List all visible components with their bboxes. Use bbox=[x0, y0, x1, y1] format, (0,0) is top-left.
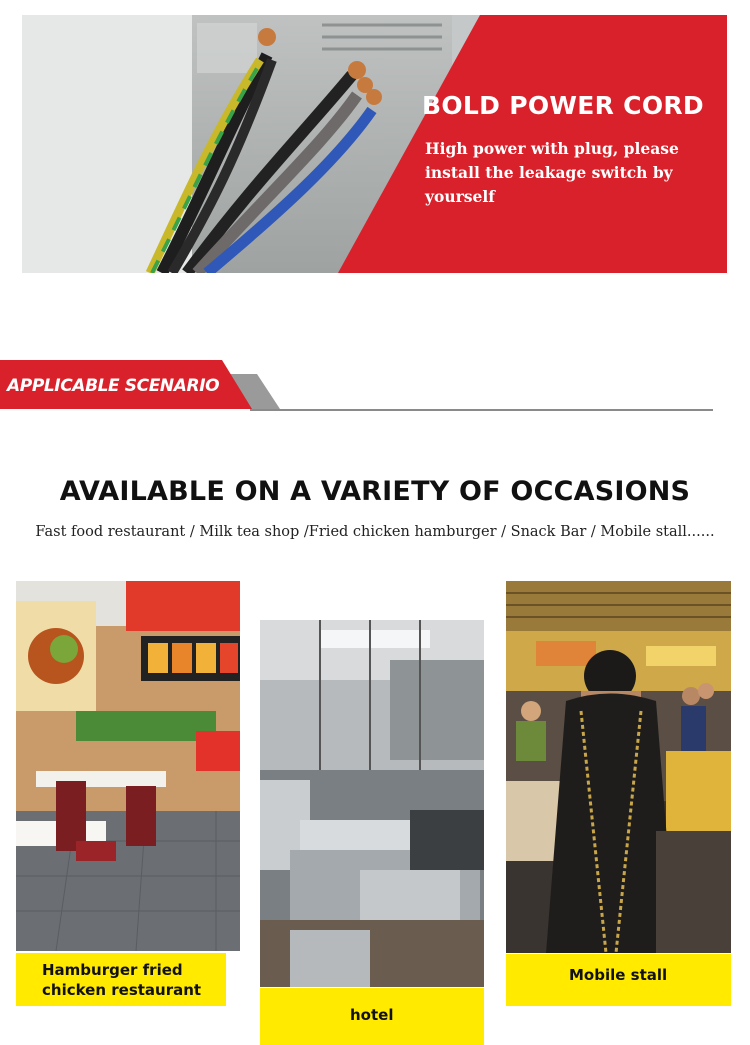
power-cord-title: BOLD POWER CORD bbox=[422, 91, 704, 120]
hotel-kitchen-photo bbox=[260, 620, 484, 987]
power-cord-banner bbox=[22, 15, 727, 273]
mobile-stall-photo bbox=[506, 581, 731, 953]
hotel-caption: hotel bbox=[260, 988, 484, 1045]
restaurant-photo bbox=[16, 581, 240, 951]
page-headline: AVAILABLE ON A VARIETY OF OCCASIONS bbox=[59, 476, 691, 507]
scenario-card-mobile-stall bbox=[506, 581, 731, 1006]
applicable-scenario-tab bbox=[0, 360, 715, 414]
section-title: APPLICABLE SCENARIO bbox=[7, 376, 220, 396]
scenario-card-restaurant bbox=[16, 581, 240, 1006]
occasions-list: Fast food restaurant / Milk tea shop /Fried chicken hamburger / Snack Bar / Mobile stall...... bbox=[35, 524, 715, 540]
scenario-card-hotel bbox=[260, 620, 484, 1045]
mobile-stall-caption: Mobile stall bbox=[506, 954, 731, 1006]
power-cord-description: High power with plug, please install the leakage switch by yourself bbox=[425, 139, 679, 206]
restaurant-caption: Hamburger fried chicken restaurant bbox=[16, 953, 226, 1006]
